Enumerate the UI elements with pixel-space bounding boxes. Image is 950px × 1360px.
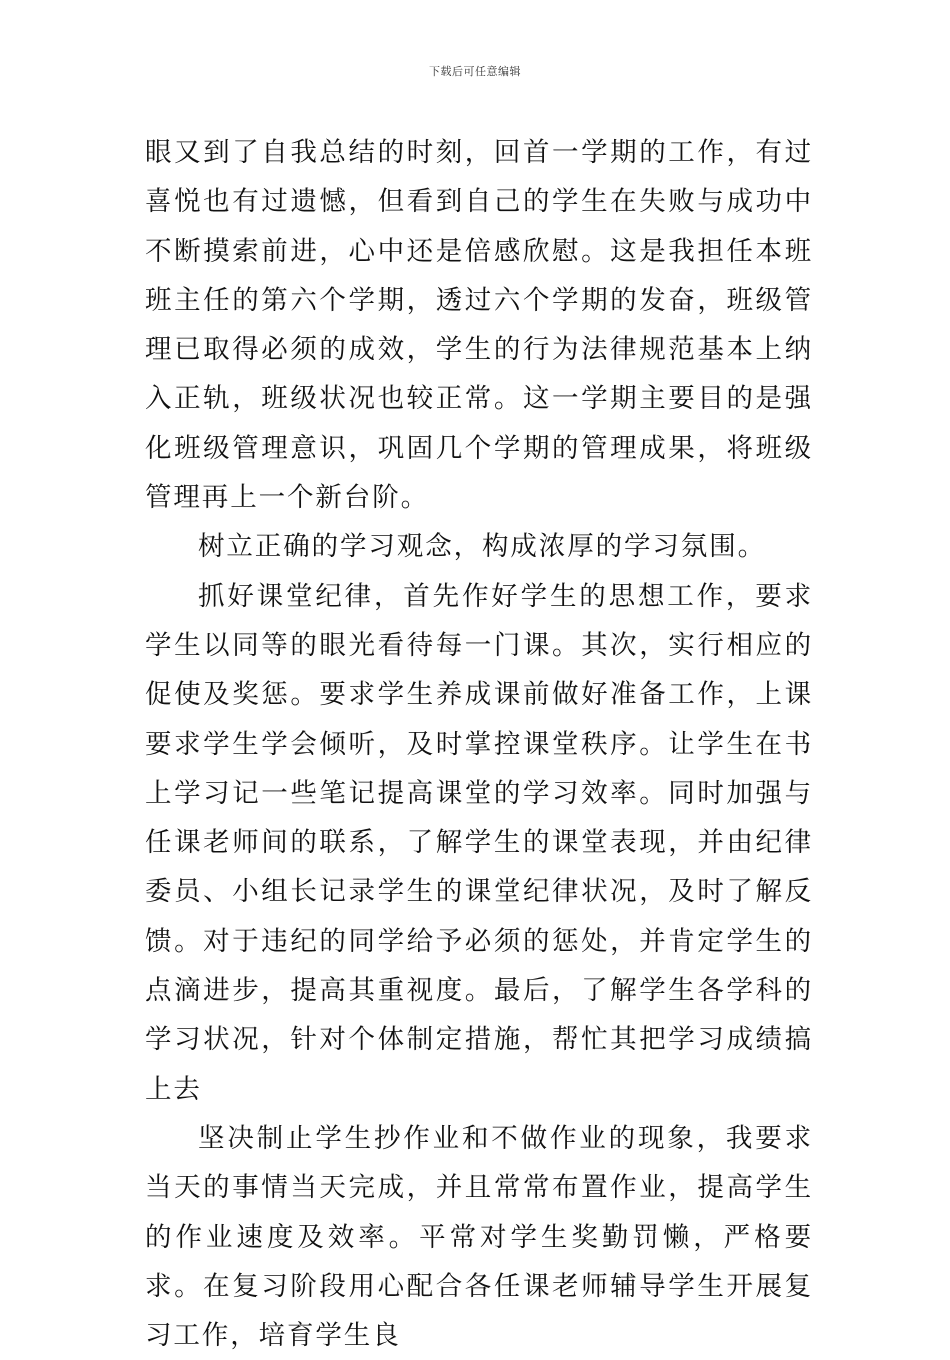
paragraph-2: 树立正确的学习观念，构成浓厚的学习氛围。 <box>198 531 766 563</box>
paragraph-3: 抓好课堂纪律，首先作好学生的思想工作，要求学生以同等的眼光看待每一门课。其次，实行相应的促使及奖惩。要求学生养成课前做好准备工作，上课要求学生学会倾听，及时掌控课堂秩序。让学生在书上学习记一些笔记提高课堂的学习效率。同时加强与任课老师间的联系，了解学生的课堂表现，并由纪律委员、小组长记录学生的课堂纪律状况，及时了解反馈。对于违纪的同学给予必须的惩处，并肯定学生的点滴进步，提高其重视度。最后，了解学生各学科的学习状况，针对个体制定措施，帮忙其把学习成绩搞上去 <box>145 580 813 1105</box>
paragraph-4: 坚决制止学生抄作业和不做作业的现象，我要求当天的事情当天完成，并且常常布置作业，提高学生的作业速度及效率。平常对学生奖勤罚懒，严格要求。在复习阶段用心配合各任课老师辅导学生开展复习工作，培育学生良 <box>145 1122 813 1352</box>
paragraph-1: 眼又到了自我总结的时刻，回首一学期的工作，有过喜悦也有过遗憾，但看到自己的学生在失败与成功中不断摸索前进，心中还是倍感欣慰。这是我担任本班班主任的第六个学期，透过六个学期的发奋，班级管理已取得必须的成效，学生的行为法律规范基本上纳入正轨，班级状况也较正常。这一学期主要目的是强化班级管理意识，巩固几个学期的管理成果，将班级管理再上一个新台阶。 <box>145 137 813 514</box>
page-header: 下载后可任意编辑 <box>429 65 521 78</box>
document-body <box>145 128 813 1360</box>
